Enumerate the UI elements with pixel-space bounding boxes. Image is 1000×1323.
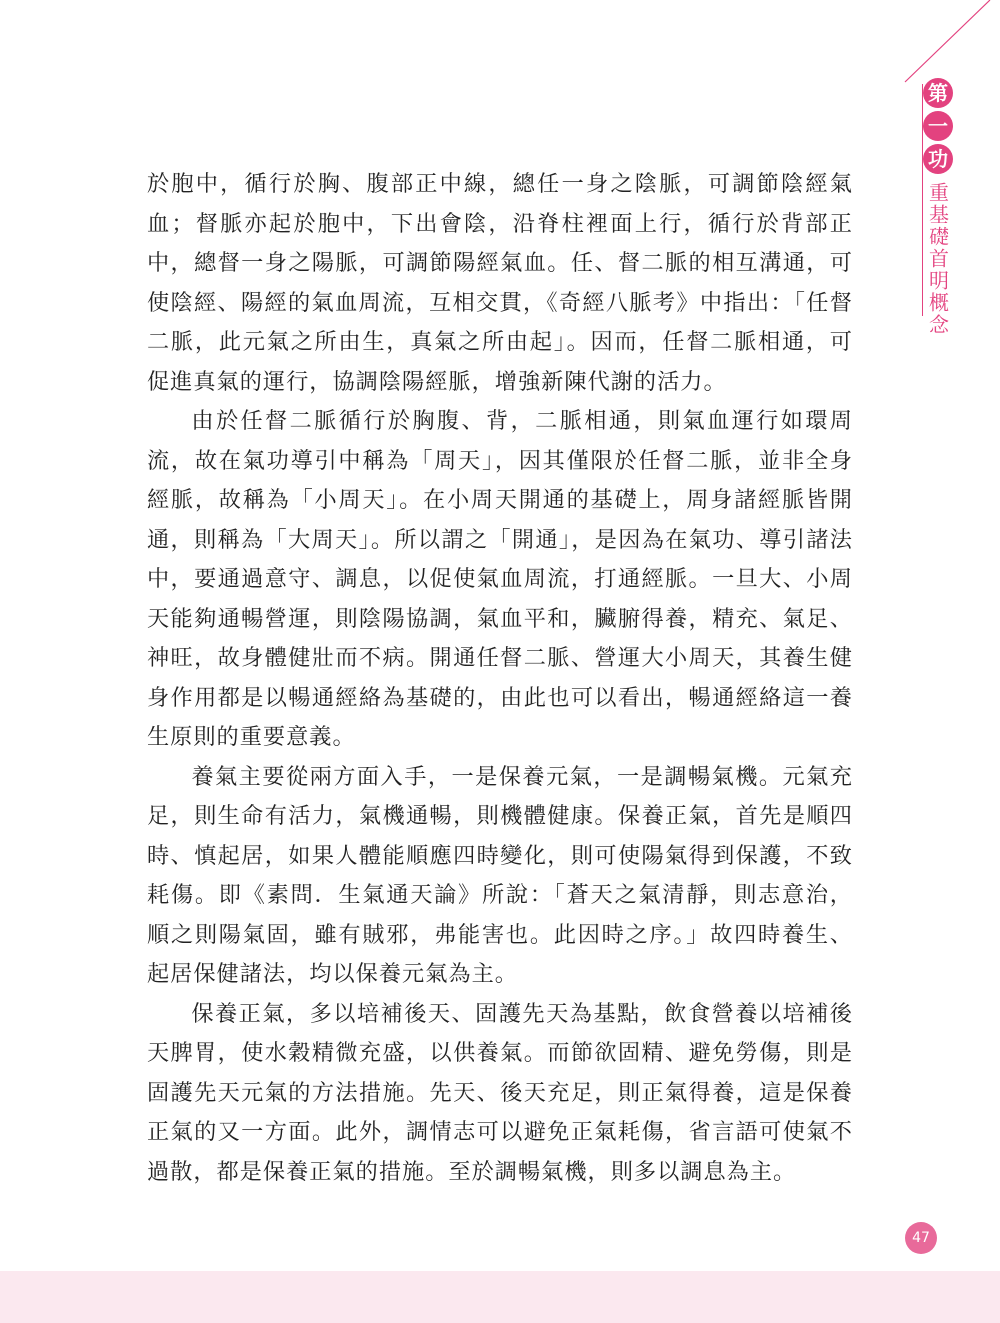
paragraph-4: 保養正氣，多以培補後天、固護先天為基點，飲食營養以培補後天脾胃，使水穀精微充盛，以供養氣。而節欲固精、避免勞傷，則是固護先天元氣的方法措施。先天、後天充足，則正氣得養，這是保養正氣的又一方面。此外，調情志可以避免正氣耗傷，省言語可使氣不過散，都是保養正氣的措施。至於調暢氣機，則多以調息為主。 <box>147 1000 853 1185</box>
chapter-title: 重基礎首明概念 <box>925 182 950 336</box>
page-number: 47 <box>905 1222 937 1254</box>
paragraph-3: 養氣主要從兩方面入手，一是保養元氣，一是調暢氣機。元氣充足，則生命有活力，氣機通暢，則機體健康。保養正氣，首先是順四時、慎起居，如果人體能順應四時變化，則可使陽氣得到保護，不致耗傷。即《素問．生氣通天論》所說：「蒼天之氣清靜，則志意治，順之則陽氣固，雖有賊邪，弗能害也。此因時之序。」故四時養生、起居保健諸法，均以保養元氣為主。 <box>147 763 853 987</box>
paragraph-2: 由於任督二脈循行於胸腹、背，二脈相通，則氣血運行如環周流，故在氣功導引中稱為「周天」，因其僅限於任督二脈，並非全身經脈，故稱為「小周天」。在小周天開通的基礎上，周身諸經脈皆開通，則稱為「大周天」。所以謂之「開通」，是因為在氣功、導引諸法中，要通過意守、調息，以促使氣血周流，打通經脈。一旦大、小周天能夠通暢營運，則陰陽協調，氣血平和，臟腑得養，精充、氣足、神旺，故身體健壯而不病。開通任督二脈、營運大小周天，其養生健身作用都是以暢通經絡為基礎的，由此也可以看出，暢通經絡這一養生原則的重要意義。 <box>147 408 853 750</box>
paragraph-1: 於胞中，循行於胸、腹部正中線，總任一身之陰脈，可調節陰經氣血；督脈亦起於胞中，下出會陰，沿脊柱裡面上行，循行於背部正中，總督一身之陽脈，可調節陽經氣血。任、督二脈的相互溝通，可使陰經、陽經的氣血周流，互相交貫，《奇經八脈考》中指出：「任督二脈，此元氣之所由生，真氣之所由起」。因而，任督二脈相通，可促進真氣的運行，協調陰陽經脈，增強新陳代謝的活力。 <box>147 171 853 395</box>
chapter-side-tab <box>920 78 956 336</box>
chapter-label-char-2: 一 <box>923 111 953 141</box>
chapter-label-char-3: 功 <box>923 144 953 174</box>
body-text <box>147 165 853 1192</box>
footer-band <box>0 1271 1000 1323</box>
chapter-label-char-1: 第 <box>923 78 953 108</box>
